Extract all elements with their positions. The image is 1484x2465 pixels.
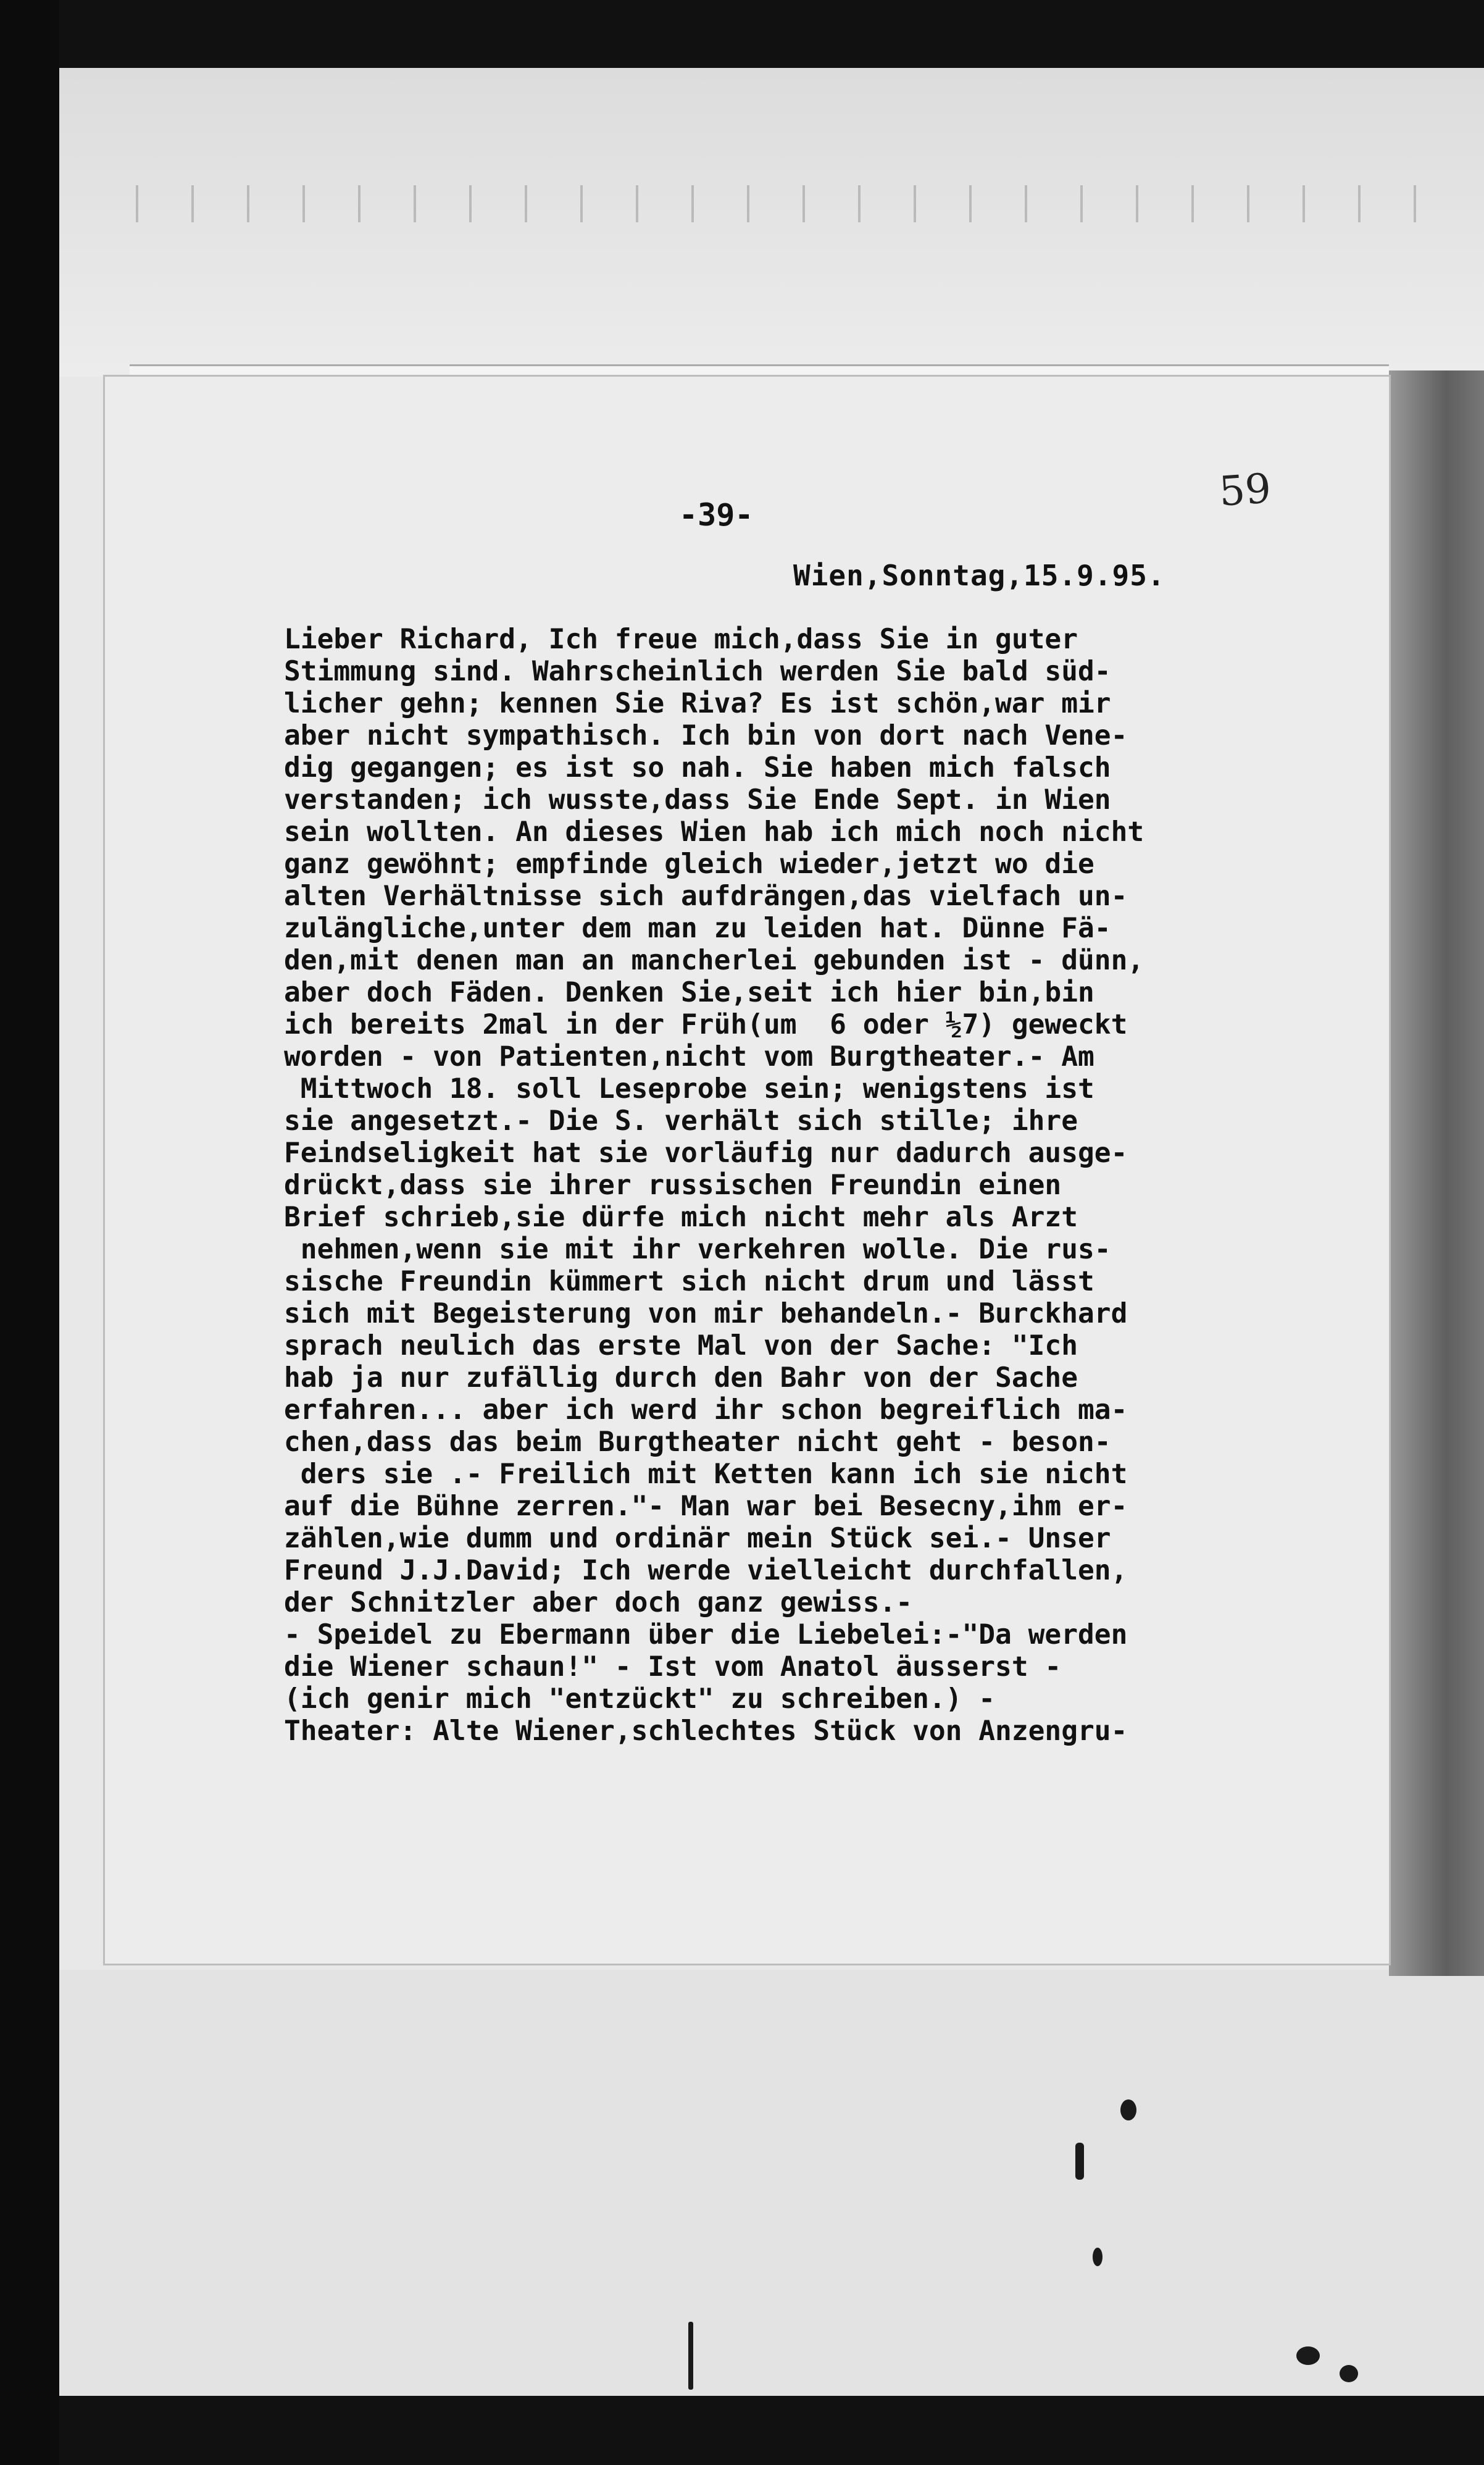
dust-speck (1340, 2365, 1358, 2382)
letter-line: chen,dass das beim Burgtheater nicht geht - beson- (284, 1426, 1111, 1458)
backing-sheet-top (59, 68, 1484, 377)
letter-line: sprach neulich das erste Mal von der Sache: "Ich (284, 1330, 1078, 1362)
letter-line: der Schnitzler aber doch ganz gewiss.- (284, 1587, 913, 1618)
letter-line: Theater: Alte Wiener,schlechtes Stück von Anzengru- (284, 1715, 1128, 1747)
letter-line: sische Freundin kümmert sich nicht drum und lässt (284, 1266, 1094, 1297)
letter-line: drückt,dass sie ihrer russischen Freundin einen (284, 1170, 1062, 1201)
letter-line: zulängliche,unter dem man zu leiden hat. Dünne Fä- (284, 913, 1111, 944)
letter-line: worden - von Patienten,nicht vom Burgtheater.- Am (284, 1041, 1094, 1073)
letter-line: sich mit Begeisterung von mir behandeln.- Burckhard (284, 1298, 1128, 1329)
letter-line: alten Verhältnisse sich aufdrängen,das vielfach un- (284, 881, 1128, 912)
letter-body (284, 624, 1284, 1747)
dateline: Wien,Sonntag,15.9.95. (793, 559, 1165, 592)
letter-line: die Wiener schaun!" - Ist vom Anatol äusserst - (284, 1651, 1062, 1683)
letter-line: sein wollten. An dieses Wien hab ich mich noch nicht (284, 816, 1144, 848)
letter-line: hab ja nur zufällig durch den Bahr von der Sache (284, 1362, 1078, 1394)
letter-line: sie angesetzt.- Die S. verhält sich stille; ihre (284, 1105, 1078, 1137)
backing-sheet-bottom (59, 1970, 1484, 2396)
letter-line: ders sie .- Freilich mit Ketten kann ich sie nicht (284, 1458, 1128, 1490)
dust-speck (1093, 2248, 1103, 2266)
letter-line: auf die Bühne zerren."- Man war bei Besecny,ihm er- (284, 1491, 1128, 1522)
letter-line: aber nicht sympathisch. Ich bin von dort nach Vene- (284, 720, 1128, 751)
letter-line: ich bereits 2mal in der Früh(um 6 oder ½7) geweckt (284, 1009, 1128, 1040)
dust-speck (1120, 2099, 1136, 2120)
letter-line: Brief schrieb,sie dürfe mich nicht mehr als Arzt (284, 1202, 1078, 1233)
letter-line: Feindseligkeit hat sie vorläufig nur dadurch ausge- (284, 1137, 1128, 1169)
letter-line: ganz gewöhnt; empfinde gleich wieder,jetzt wo die (284, 848, 1094, 880)
page-number: -39- (679, 497, 754, 533)
letter-line: Stimmung sind. Wahrscheinlich werden Sie bald süd- (284, 656, 1111, 687)
letter-line: den,mit denen man an mancherlei gebunden ist - dünn, (284, 945, 1144, 976)
letter-line: aber doch Fäden. Denken Sie,seit ich hier bin,bin (284, 977, 1094, 1008)
letter-line: Mittwoch 18. soll Leseprobe sein; wenigstens ist (284, 1073, 1094, 1105)
folio-number: 59 (1217, 464, 1273, 516)
dust-speck (688, 2322, 693, 2390)
dust-speck (1296, 2346, 1320, 2365)
letter-line: - Speidel zu Ebermann über die Liebelei:-"Da werden (284, 1619, 1128, 1651)
letter-line: dig gegangen; es ist so nah. Sie haben mich falsch (284, 752, 1111, 784)
letter-line: licher gehn; kennen Sie Riva? Es ist schön,war mir (284, 688, 1111, 719)
dust-speck (1075, 2143, 1084, 2180)
letter-line: erfahren... aber ich werd ihr schon begreiflich ma- (284, 1394, 1128, 1426)
letter-line: (ich genir mich "entzückt" zu schreiben.) - (284, 1683, 996, 1715)
letter-line: Lieber Richard, Ich freue mich,dass Sie in guter (284, 624, 1078, 655)
scan-border (0, 0, 59, 2465)
letter-line: verstanden; ich wusste,dass Sie Ende Sept. in Wien (284, 784, 1111, 816)
bleed-through-marks (111, 185, 1438, 222)
page-stack-shadow (1389, 370, 1484, 1976)
letter-line: zählen,wie dumm und ordinär mein Stück sei.- Unser (284, 1523, 1111, 1554)
letter-line: Freund J.J.David; Ich werde vielleicht durchfallen, (284, 1555, 1128, 1586)
letter-line: nehmen,wenn sie mit ihr verkehren wolle. Die rus- (284, 1234, 1111, 1265)
